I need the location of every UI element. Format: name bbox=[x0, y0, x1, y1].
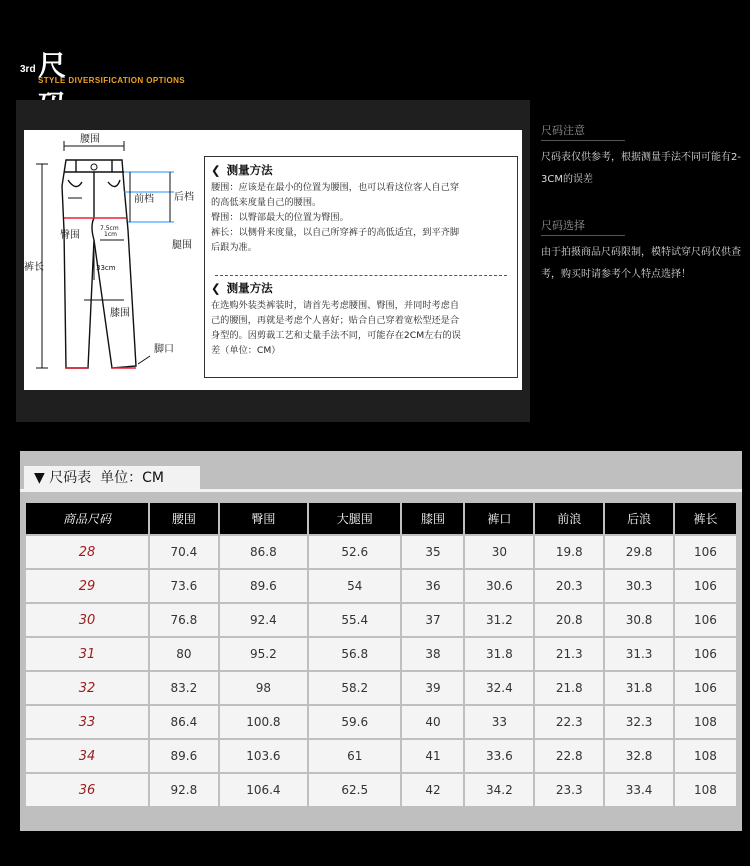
size-cell: 29 bbox=[26, 570, 148, 602]
length-label: 裤长 bbox=[24, 262, 44, 273]
button-icon bbox=[91, 164, 97, 170]
table-row bbox=[26, 774, 736, 806]
measurement-instructions bbox=[204, 156, 518, 378]
column-header: 前浪 bbox=[535, 503, 603, 534]
triangle-down-icon: ▼ bbox=[34, 470, 50, 486]
column-header: 膝围 bbox=[402, 503, 463, 534]
waist-label: 腰围 bbox=[80, 134, 100, 145]
column-header: 腰围 bbox=[150, 503, 218, 534]
page-subtitle: STYLE DIVERSIFICATION OPTIONS bbox=[38, 76, 186, 85]
table-cell: 32.4 bbox=[465, 672, 533, 704]
table-cell: 31.8 bbox=[605, 672, 673, 704]
table-cell: 30.6 bbox=[465, 570, 533, 602]
table-row bbox=[26, 570, 736, 602]
method1-line: 腰围：应该是在最小的位置为腰围，也可以看这位客人自己穿 bbox=[211, 182, 460, 193]
table-cell: 30.3 bbox=[605, 570, 673, 602]
table-cell: 92.8 bbox=[150, 774, 218, 806]
table-cell: 34.2 bbox=[465, 774, 533, 806]
table-cell: 30 bbox=[465, 536, 533, 568]
thigh-label: 腿围 bbox=[172, 240, 192, 251]
table-cell: 54 bbox=[309, 570, 400, 602]
method2-line: 己的腰围，再就是考虑个人喜好；贴合自己穿着宽松型还是合 bbox=[211, 315, 460, 326]
table-row bbox=[26, 604, 736, 636]
table-cell: 108 bbox=[675, 706, 736, 738]
method1-line: 臀围：以臀部最大的位置为臀围。 bbox=[211, 212, 349, 223]
method2-line: 在选购外装类裤装时，请首先考虑腰围、臀围，并同时考虑自 bbox=[211, 300, 460, 311]
table-cell: 55.4 bbox=[309, 604, 400, 636]
table-cell: 58.2 bbox=[309, 672, 400, 704]
column-header: 裤长 bbox=[675, 503, 736, 534]
method2-line: 身型的。因剪裁工艺和丈量手法不同，可能存在2CM左右的误 bbox=[211, 330, 461, 341]
note-heading: 尺码注意 bbox=[541, 122, 625, 141]
table-cell: 100.8 bbox=[220, 706, 307, 738]
table-cell: 62.5 bbox=[309, 774, 400, 806]
table-cell: 106 bbox=[675, 604, 736, 636]
table-cell: 38 bbox=[402, 638, 463, 670]
table-cell: 33 bbox=[465, 706, 533, 738]
table-cell: 22.3 bbox=[535, 706, 603, 738]
tab-underline bbox=[20, 489, 742, 492]
table-cell: 61 bbox=[309, 740, 400, 772]
table-row bbox=[26, 706, 736, 738]
chevron-left-icon: ❮ bbox=[211, 281, 221, 295]
table-cell: 20.3 bbox=[535, 570, 603, 602]
table-cell: 86.8 bbox=[220, 536, 307, 568]
table-cell: 33.6 bbox=[465, 740, 533, 772]
table-cell: 98 bbox=[220, 672, 307, 704]
table-cell: 89.6 bbox=[220, 570, 307, 602]
column-header: 后浪 bbox=[605, 503, 673, 534]
table-cell: 106 bbox=[675, 672, 736, 704]
page-title: 尺 bbox=[38, 49, 68, 82]
method1-line: 的高低来度量自己的腰围。 bbox=[211, 197, 322, 208]
hem-label: 脚口 bbox=[154, 344, 174, 355]
table-cell: 106 bbox=[675, 570, 736, 602]
table-cell: 83.2 bbox=[150, 672, 218, 704]
guide-panel bbox=[24, 130, 522, 390]
table-cell: 31.3 bbox=[605, 638, 673, 670]
dashed-divider bbox=[215, 275, 507, 276]
table-cell: 106 bbox=[675, 536, 736, 568]
column-header: 臀围 bbox=[220, 503, 307, 534]
table-cell: 32.3 bbox=[605, 706, 673, 738]
table-cell: 32.8 bbox=[605, 740, 673, 772]
table-cell: 106 bbox=[675, 638, 736, 670]
size-cell: 36 bbox=[26, 774, 148, 806]
size-table-tab bbox=[24, 466, 200, 490]
note-text: 由于拍摄商品尺码限制，模特试穿尺码仅供查考，购买时请参考个人特点选择！ bbox=[541, 247, 741, 280]
table-cell: 19.8 bbox=[535, 536, 603, 568]
table-cell: 89.6 bbox=[150, 740, 218, 772]
note-text: 尺码表仅供参考，根据测量手法不同可能有2-3CM的误差 bbox=[541, 152, 741, 185]
method-heading-2: ❮ 测量方法 bbox=[211, 281, 273, 295]
back-rise-label: 后档 bbox=[174, 192, 194, 203]
table-cell: 35 bbox=[402, 536, 463, 568]
table-cell: 86.4 bbox=[150, 706, 218, 738]
table-cell: 21.3 bbox=[535, 638, 603, 670]
size-cell: 31 bbox=[26, 638, 148, 670]
method-heading-1: ❮ 测量方法 bbox=[211, 163, 273, 177]
table-cell: 76.8 bbox=[150, 604, 218, 636]
size-table-body bbox=[26, 536, 736, 806]
table-cell: 31.2 bbox=[465, 604, 533, 636]
table-cell: 36 bbox=[402, 570, 463, 602]
size-table bbox=[24, 501, 738, 808]
table-cell: 39 bbox=[402, 672, 463, 704]
table-cell: 42 bbox=[402, 774, 463, 806]
size-cell: 30 bbox=[26, 604, 148, 636]
table-cell: 95.2 bbox=[220, 638, 307, 670]
table-cell: 40 bbox=[402, 706, 463, 738]
table-cell: 106.4 bbox=[220, 774, 307, 806]
column-header: 裤口 bbox=[465, 503, 533, 534]
knee-label: 膝围 bbox=[110, 308, 130, 319]
note-heading: 尺码选择 bbox=[541, 217, 625, 236]
size-cell: 34 bbox=[26, 740, 148, 772]
method2-line: 差（单位：CM） bbox=[211, 345, 281, 356]
table-row bbox=[26, 536, 736, 568]
table-row bbox=[26, 672, 736, 704]
table-cell: 41 bbox=[402, 740, 463, 772]
dimension-arrows bbox=[36, 141, 170, 368]
chevron-left-icon: ❮ bbox=[211, 163, 221, 177]
measurement-guide bbox=[16, 100, 530, 422]
size-cell: 28 bbox=[26, 536, 148, 568]
table-cell: 108 bbox=[675, 740, 736, 772]
table-header-row bbox=[26, 503, 736, 534]
knee-offset-label: 33cm bbox=[96, 264, 116, 272]
table-cell: 22.8 bbox=[535, 740, 603, 772]
table-cell: 37 bbox=[402, 604, 463, 636]
table-row bbox=[26, 740, 736, 772]
table-cell: 21.8 bbox=[535, 672, 603, 704]
hip-label: 臀围 bbox=[60, 230, 80, 241]
size-cell: 33 bbox=[26, 706, 148, 738]
table-cell: 20.8 bbox=[535, 604, 603, 636]
table-cell: 33.4 bbox=[605, 774, 673, 806]
method1-line: 后跟为准。 bbox=[211, 242, 257, 253]
table-cell: 29.8 bbox=[605, 536, 673, 568]
table-row bbox=[26, 638, 736, 670]
rise-small-label: 1cm bbox=[104, 231, 117, 238]
size-notes bbox=[541, 122, 746, 312]
table-cell: 108 bbox=[675, 774, 736, 806]
table-cell: 103.6 bbox=[220, 740, 307, 772]
front-rise-label: 前档 bbox=[134, 194, 154, 205]
table-cell: 52.6 bbox=[309, 536, 400, 568]
table-cell: 59.6 bbox=[309, 706, 400, 738]
table-cell: 92.4 bbox=[220, 604, 307, 636]
header-number: 3rd bbox=[20, 64, 36, 75]
column-header: 大腿围 bbox=[309, 503, 400, 534]
table-cell: 70.4 bbox=[150, 536, 218, 568]
size-table-section bbox=[20, 451, 742, 831]
table-cell: 30.8 bbox=[605, 604, 673, 636]
pants-diagram bbox=[24, 130, 204, 390]
size-cell: 32 bbox=[26, 672, 148, 704]
table-cell: 23.3 bbox=[535, 774, 603, 806]
method-section-1 bbox=[211, 163, 511, 255]
size-table-title: 尺码表 单位：CM bbox=[49, 470, 164, 486]
method-section-2 bbox=[211, 281, 511, 358]
table-cell: 80 bbox=[150, 638, 218, 670]
table-cell: 56.8 bbox=[309, 638, 400, 670]
column-header: 商品尺码 bbox=[26, 503, 148, 534]
rise-offset-label: 7.5cm bbox=[100, 225, 119, 232]
method1-line: 裤长：以侧骨来度量，以自己所穿裤子的高低适宜，到平齐脚 bbox=[211, 227, 460, 238]
table-cell: 31.8 bbox=[465, 638, 533, 670]
table-cell: 73.6 bbox=[150, 570, 218, 602]
